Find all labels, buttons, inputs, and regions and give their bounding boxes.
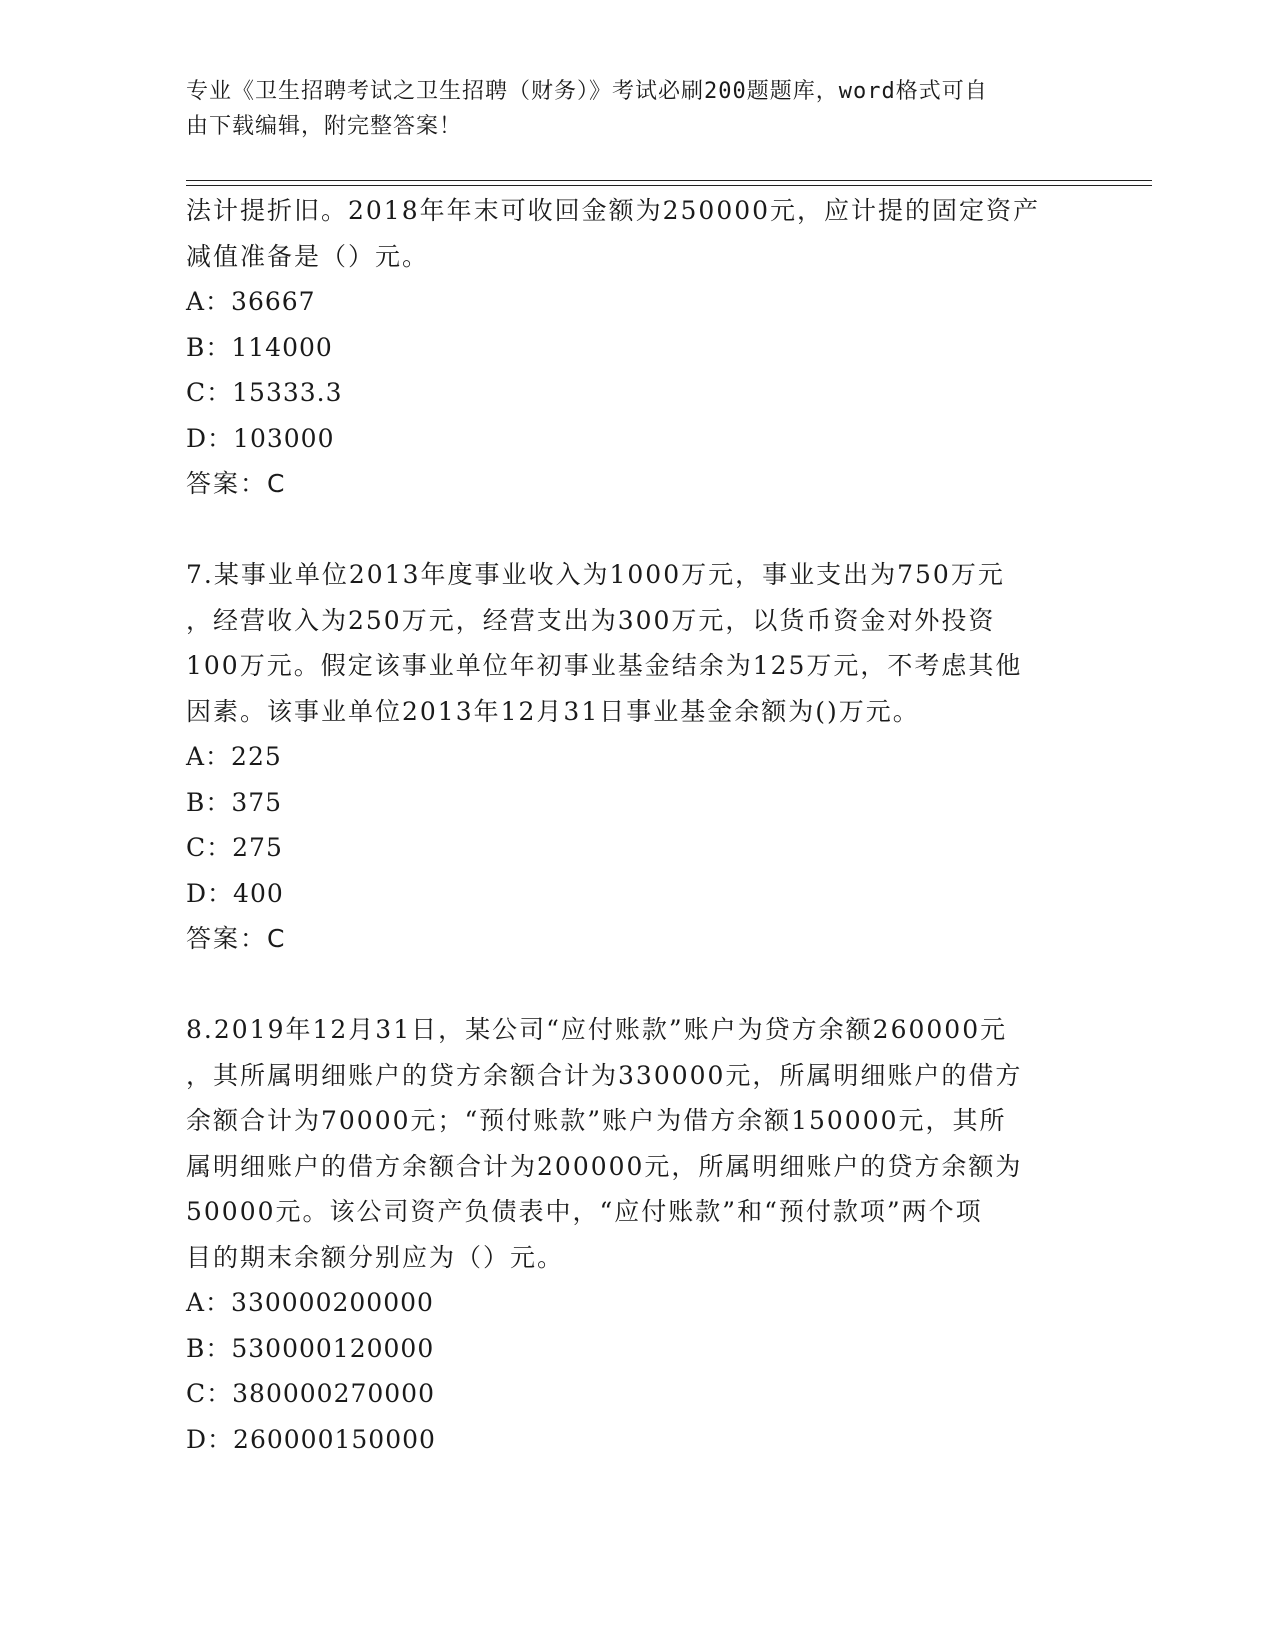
header-divider-bottom [186,185,1152,186]
question-text-line: 目的期末余额分别应为（）元。 [186,1242,565,1272]
option-c: C：380000270000 [186,1379,435,1408]
header-line-2: 由下载编辑，附完整答案！ [186,114,463,139]
document-header [186,74,1066,144]
spacer [186,962,1086,1008]
option-a: A：330000200000 [186,1288,434,1317]
question-text-line: 100万元。假定该事业单位年初事业基金结余为125万元，不考虑其他 [186,651,1023,680]
question-text-line: 属明细账户的借方余额合计为200000元，所属明细账户的贷方余额为 [186,1151,1023,1181]
question-text-line: 50000元。该公司资产负债表中，“应付账款”和“预付款项”两个项 [186,1197,983,1226]
option-d: D：103000 [186,423,335,453]
option-c: C：275 [186,833,283,862]
answer-line: 答案：C [186,469,287,498]
header-divider-top [186,180,1152,181]
question-text-line: 因素。该事业单位2013年12月31日事业基金余额为()万元。 [186,696,920,726]
option-d: D：400 [186,878,284,908]
option-c: C：15333.3 [186,378,343,407]
answer-line: 答案：C [186,924,287,953]
question-text-line: 8.2019年12月31日，某公司“应付账款”账户为贷方余额260000元 [186,1015,1008,1044]
question-text-line: 法计提折旧。2018年年末可收回金额为250000元，应计提的固定资产 [186,196,1041,225]
question-7 [186,552,1086,962]
header-line-1: 专业《卫生招聘考试之卫生招聘（财务）》考试必刷200题题库，word格式可自 [186,79,988,104]
question-8 [186,1007,1086,1462]
option-b: B：375 [186,787,283,817]
question-text-line: ，经营收入为250万元，经营支出为300万元，以货币资金对外投资 [186,605,996,635]
question-text-line: 7.某事业单位2013年度事业收入为1000万元，事业支出为750万元 [186,560,1005,589]
option-b: B：114000 [186,332,333,362]
spacer [186,507,1086,553]
question-text-line: 减值准备是（）元。 [186,241,430,271]
question-continuation [186,188,1086,507]
option-b: B：530000120000 [186,1333,435,1363]
question-text-line: 余额合计为70000元；“预付账款”账户为借方余额150000元，其所 [186,1106,1007,1135]
option-a: A：36667 [186,287,316,316]
document-body [186,188,1086,1462]
option-a: A：225 [186,742,282,771]
option-d: D：260000150000 [186,1424,436,1454]
question-text-line: ，其所属明细账户的贷方余额合计为330000元，所属明细账户的借方 [186,1060,1023,1090]
